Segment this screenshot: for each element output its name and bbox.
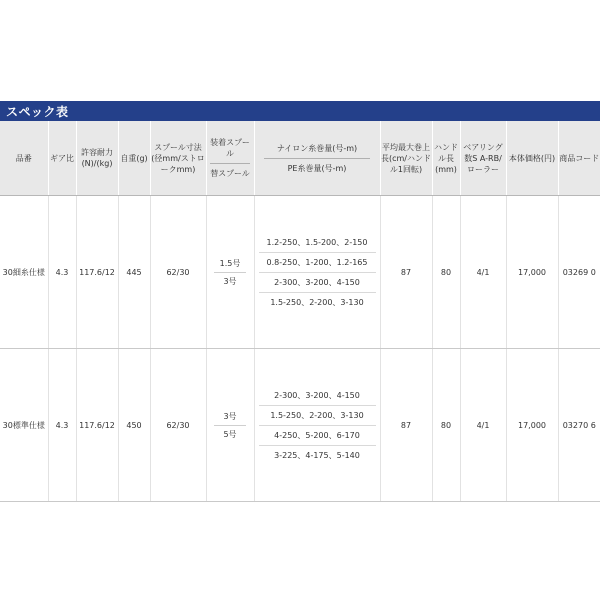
header-weight: 自重(g) <box>118 121 150 196</box>
cell-drag: 117.6/12 <box>76 196 118 349</box>
header-code: 商品コード <box>558 121 600 196</box>
header-line-nylon: ナイロン糸巻量(号-m) <box>276 143 358 153</box>
spec-table-title-bar <box>0 101 600 121</box>
line-capacity-item: 1.2-250、1.5-200、2-150 <box>259 233 376 253</box>
line-capacity-item: 1.5-250、2-200、3-130 <box>259 406 376 426</box>
header-spool <box>206 121 254 196</box>
header-line-capacity <box>254 121 380 196</box>
cell-spool-spare: 3号 <box>223 276 237 286</box>
line-capacity-item: 0.8-250、1-200、1.2-165 <box>259 253 376 273</box>
header-spool-spare: 替スプール <box>210 169 250 178</box>
cell-line-capacity <box>254 196 380 349</box>
cell-line-capacity <box>254 349 380 502</box>
cell-price: 17,000 <box>506 349 558 502</box>
cell-retrieve: 87 <box>380 196 432 349</box>
cell-retrieve: 87 <box>380 349 432 502</box>
cell-handle: 80 <box>432 196 460 349</box>
line-capacity-item: 2-300、3-200、4-150 <box>259 273 376 293</box>
cell-spool <box>206 196 254 349</box>
cell-bearing: 4/1 <box>460 196 506 349</box>
header-spool-std: 装着スプール <box>210 138 250 158</box>
cell-drag: 117.6/12 <box>76 349 118 502</box>
line-capacity-item: 1.5-250、2-200、3-130 <box>270 297 364 307</box>
header-price: 本体価格(円) <box>506 121 558 196</box>
cell-spool-spare: 5号 <box>223 429 237 439</box>
cell-handle: 80 <box>432 349 460 502</box>
header-spool-size: スプール寸法(径mm/ストロークmm) <box>150 121 206 196</box>
table-row <box>0 196 600 349</box>
header-gear-ratio: ギア比 <box>48 121 76 196</box>
spec-table-title: スペック表 <box>6 105 69 119</box>
cell-bearing: 4/1 <box>460 349 506 502</box>
cell-gear-ratio: 4.3 <box>48 196 76 349</box>
header-line-pe: PE糸巻量(号-m) <box>287 163 347 173</box>
table-row <box>0 349 600 502</box>
header-bearing: ベアリング数S A-RB/ローラー <box>460 121 506 196</box>
cell-spool-std: 1.5号 <box>219 258 241 268</box>
line-capacity-item: 4-250、5-200、6-170 <box>259 426 376 446</box>
line-capacity-item: 2-300、3-200、4-150 <box>259 386 376 406</box>
cell-spool-std: 3号 <box>223 411 237 421</box>
spec-header-row <box>0 121 600 196</box>
cell-price: 17,000 <box>506 196 558 349</box>
spec-table <box>0 121 600 502</box>
line-capacity-item: 3-225、4-175、5-140 <box>274 450 360 460</box>
cell-gear-ratio: 4.3 <box>48 349 76 502</box>
cell-model: 30細糸仕様 <box>0 196 48 349</box>
header-retrieve: 平均最大巻上長(cm/ハンドル1回転) <box>380 121 432 196</box>
header-model: 品番 <box>0 121 48 196</box>
cell-spool-size: 62/30 <box>150 349 206 502</box>
header-drag: 許容耐力(N)/(kg) <box>76 121 118 196</box>
cell-code: 03269 0 <box>558 196 600 349</box>
cell-spool <box>206 349 254 502</box>
cell-code: 03270 6 <box>558 349 600 502</box>
cell-model: 30標準仕様 <box>0 349 48 502</box>
cell-spool-size: 62/30 <box>150 196 206 349</box>
cell-weight: 450 <box>118 349 150 502</box>
header-handle: ハンドル長(mm) <box>432 121 460 196</box>
cell-weight: 445 <box>118 196 150 349</box>
